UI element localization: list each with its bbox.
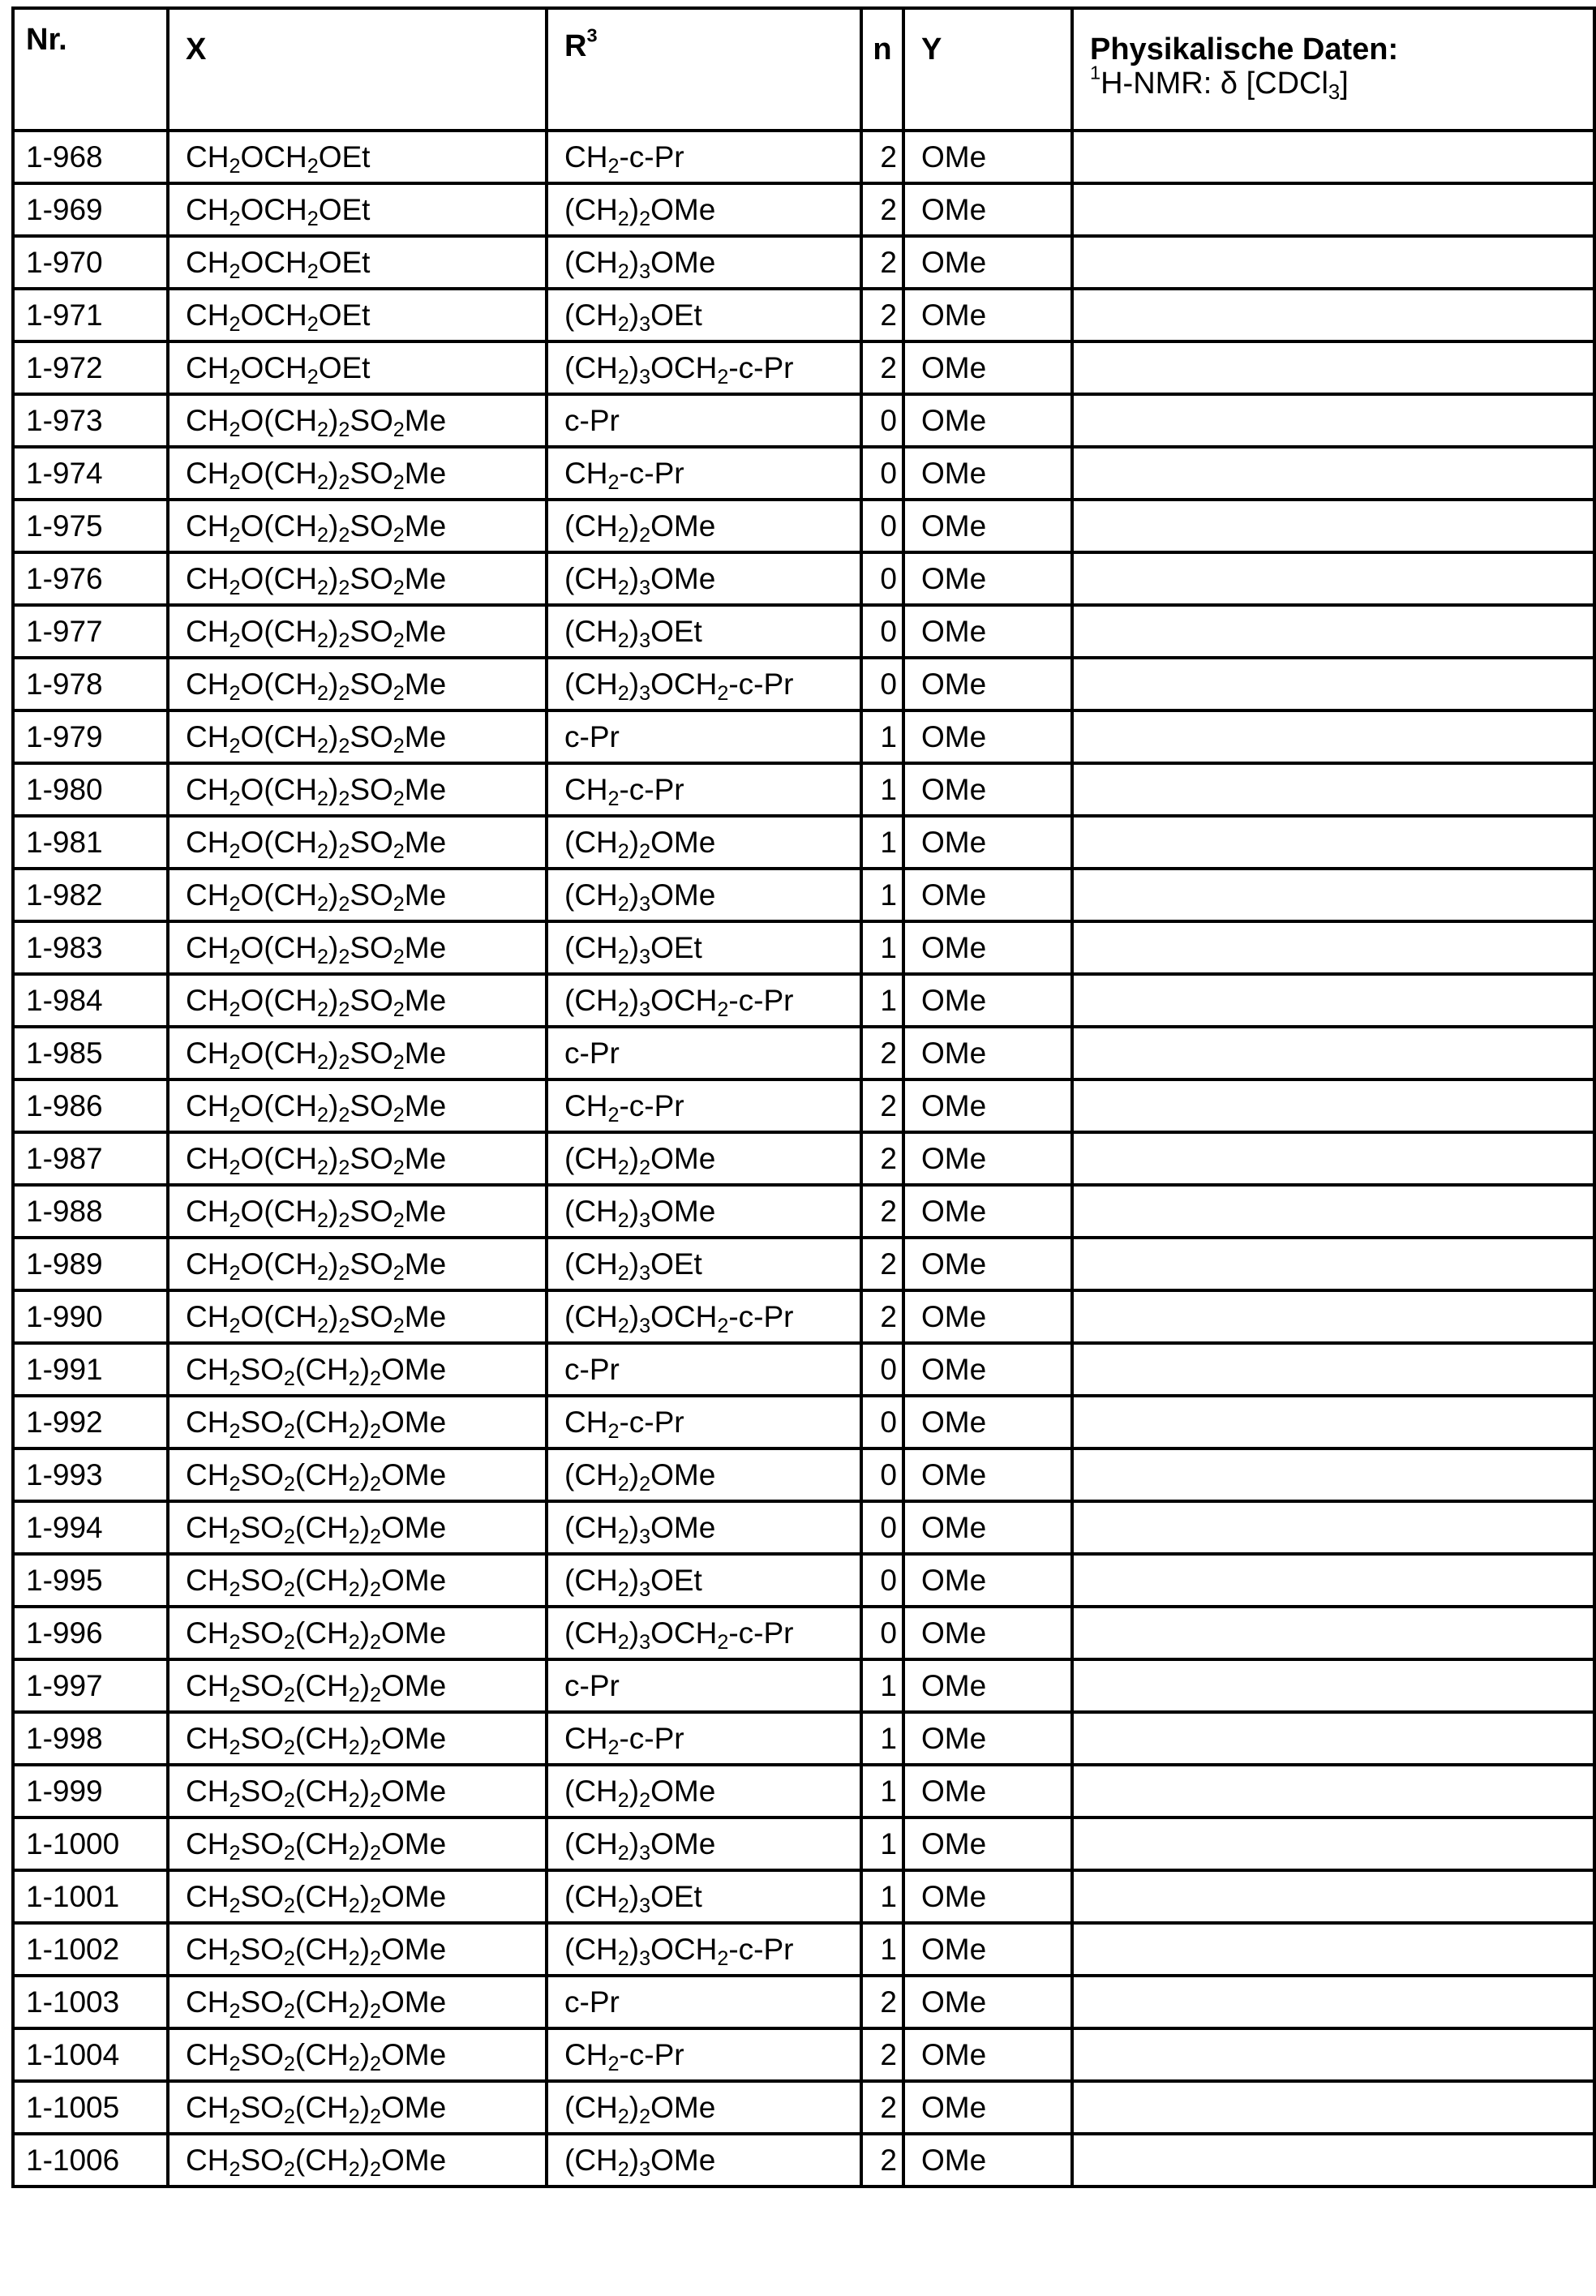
cell-nr: 1-998 <box>13 1712 168 1765</box>
cell-r3: $CH_2-c-Pr$ <box>547 1712 861 1765</box>
cell-x: $CH_2SO_2(CH_2)_2OMe$ <box>168 1554 547 1607</box>
cell-physical-data <box>1072 1870 1594 1923</box>
cell-r3: $(CH_2)_3OMe$ <box>547 2134 861 2187</box>
cell-n: 1 <box>861 1659 903 1712</box>
cell-nr: 1-1005 <box>13 2081 168 2134</box>
cell-n: 1 <box>861 1712 903 1765</box>
cell-physical-data <box>1072 2134 1594 2187</box>
cell-physical-data <box>1072 2028 1594 2081</box>
table-row <box>13 1027 1594 1079</box>
cell-physical-data <box>1072 236 1594 289</box>
cell-n: 0 <box>861 1554 903 1607</box>
table-row <box>13 1448 1594 1501</box>
cell-nr: 1-991 <box>13 1343 168 1396</box>
cell-n: 0 <box>861 1607 903 1659</box>
cell-physical-data <box>1072 763 1594 816</box>
cell-x: $CH_2SO_2(CH_2)_2OMe$ <box>168 2028 547 2081</box>
cell-n: 1 <box>861 921 903 974</box>
cell-y: OMe <box>903 1923 1072 1976</box>
cell-y: OMe <box>903 1554 1072 1607</box>
cell-nr: 1-974 <box>13 447 168 500</box>
table-row <box>13 1607 1594 1659</box>
cell-n: 1 <box>861 974 903 1027</box>
cell-y: OMe <box>903 183 1072 236</box>
cell-r3: $(CH_2)_3OCH_2-c-Pr$ <box>547 341 861 394</box>
table-row <box>13 1923 1594 1976</box>
cell-x: $CH_2OCH_2OEt$ <box>168 236 547 289</box>
cell-x: $CH_2SO_2(CH_2)_2OMe$ <box>168 2134 547 2187</box>
cell-r3: c-Pr <box>547 710 861 763</box>
cell-n: 0 <box>861 552 903 605</box>
cell-r3: $(CH_2)_3OEt$ <box>547 605 861 658</box>
table-body <box>13 131 1594 2187</box>
cell-physical-data <box>1072 1027 1594 1079</box>
cell-physical-data <box>1072 1923 1594 1976</box>
cell-nr: 1-979 <box>13 710 168 763</box>
cell-n: 1 <box>861 1870 903 1923</box>
cell-nr: 1-970 <box>13 236 168 289</box>
header-physical-data-title: Physikalische Daten: <box>1090 32 1399 67</box>
cell-n: 2 <box>861 2081 903 2134</box>
cell-nr: 1-988 <box>13 1185 168 1238</box>
cell-n: 1 <box>861 1817 903 1870</box>
table-row <box>13 447 1594 500</box>
cell-y: OMe <box>903 605 1072 658</box>
cell-r3: $(CH_2)_2OMe$ <box>547 1448 861 1501</box>
cell-y: OMe <box>903 974 1072 1027</box>
cell-x: $CH_2O(CH_2)_2SO_2Me$ <box>168 394 547 447</box>
cell-n: 2 <box>861 236 903 289</box>
cell-y: OMe <box>903 1976 1072 2028</box>
cell-physical-data <box>1072 816 1594 869</box>
cell-physical-data <box>1072 1976 1594 2028</box>
cell-r3: $(CH_2)_3OEt$ <box>547 1554 861 1607</box>
cell-y: OMe <box>903 1870 1072 1923</box>
cell-r3: c-Pr <box>547 1976 861 2028</box>
table-row <box>13 1870 1594 1923</box>
cell-x: $CH_2O(CH_2)_2SO_2Me$ <box>168 1027 547 1079</box>
table-row <box>13 1396 1594 1448</box>
cell-y: OMe <box>903 1712 1072 1765</box>
cell-n: 2 <box>861 1185 903 1238</box>
cell-r3: $(CH_2)_3OMe$ <box>547 1185 861 1238</box>
cell-nr: 1-1004 <box>13 2028 168 2081</box>
cell-n: 2 <box>861 1132 903 1185</box>
header-nmr-solvent: $^1$H-NMR: δ [CDCl$_3$] <box>1090 62 1349 105</box>
table-row <box>13 2081 1594 2134</box>
table-row <box>13 1976 1594 2028</box>
cell-y: OMe <box>903 552 1072 605</box>
cell-x: $CH_2O(CH_2)_2SO_2Me$ <box>168 763 547 816</box>
cell-n: 2 <box>861 1976 903 2028</box>
cell-x: $CH_2O(CH_2)_2SO_2Me$ <box>168 869 547 921</box>
table-row <box>13 1185 1594 1238</box>
cell-r3: $(CH_2)_3OCH_2-c-Pr$ <box>547 974 861 1027</box>
cell-n: 2 <box>861 1027 903 1079</box>
cell-r3: $(CH_2)_3OEt$ <box>547 1238 861 1290</box>
cell-r3: $(CH_2)_3OMe$ <box>547 1501 861 1554</box>
cell-nr: 1-976 <box>13 552 168 605</box>
cell-nr: 1-990 <box>13 1290 168 1343</box>
cell-r3: $(CH_2)_3OEt$ <box>547 289 861 341</box>
table-row <box>13 869 1594 921</box>
cell-nr: 1-987 <box>13 1132 168 1185</box>
table-row <box>13 605 1594 658</box>
header-row <box>13 8 1594 131</box>
cell-n: 2 <box>861 341 903 394</box>
cell-physical-data <box>1072 1765 1594 1817</box>
cell-r3: $(CH_2)_3OCH_2-c-Pr$ <box>547 1290 861 1343</box>
cell-x: $CH_2OCH_2OEt$ <box>168 131 547 183</box>
cell-n: 2 <box>861 2028 903 2081</box>
cell-y: OMe <box>903 1396 1072 1448</box>
cell-physical-data <box>1072 1448 1594 1501</box>
cell-physical-data <box>1072 1817 1594 1870</box>
cell-y: OMe <box>903 1817 1072 1870</box>
cell-nr: 1-997 <box>13 1659 168 1712</box>
cell-r3: $(CH_2)_3OEt$ <box>547 1870 861 1923</box>
cell-y: OMe <box>903 2081 1072 2134</box>
cell-nr: 1-999 <box>13 1765 168 1817</box>
cell-y: OMe <box>903 2134 1072 2187</box>
cell-y: OMe <box>903 763 1072 816</box>
cell-physical-data <box>1072 552 1594 605</box>
cell-r3: c-Pr <box>547 1343 861 1396</box>
cell-r3: c-Pr <box>547 1027 861 1079</box>
cell-n: 0 <box>861 500 903 552</box>
cell-y: OMe <box>903 1448 1072 1501</box>
cell-x: $CH_2O(CH_2)_2SO_2Me$ <box>168 658 547 710</box>
cell-y: OMe <box>903 236 1072 289</box>
cell-n: 0 <box>861 1343 903 1396</box>
cell-physical-data <box>1072 974 1594 1027</box>
cell-r3: $CH_2-c-Pr$ <box>547 1396 861 1448</box>
table-row <box>13 1659 1594 1712</box>
cell-y: OMe <box>903 1659 1072 1712</box>
cell-x: $CH_2O(CH_2)_2SO_2Me$ <box>168 552 547 605</box>
table-row <box>13 289 1594 341</box>
cell-x: $CH_2O(CH_2)_2SO_2Me$ <box>168 605 547 658</box>
cell-r3: $(CH_2)_2OMe$ <box>547 1765 861 1817</box>
cell-r3: $(CH_2)_3OMe$ <box>547 236 861 289</box>
header-n: n <box>861 8 903 131</box>
cell-nr: 1-968 <box>13 131 168 183</box>
cell-n: 2 <box>861 131 903 183</box>
cell-y: OMe <box>903 1079 1072 1132</box>
cell-r3: $CH_2-c-Pr$ <box>547 1079 861 1132</box>
header-r3-superscript: 3 <box>586 24 598 46</box>
table-row <box>13 394 1594 447</box>
cell-n: 2 <box>861 289 903 341</box>
cell-r3: $(CH_2)_3OCH_2-c-Pr$ <box>547 1607 861 1659</box>
cell-x: $CH_2SO_2(CH_2)_2OMe$ <box>168 1765 547 1817</box>
cell-y: OMe <box>903 1290 1072 1343</box>
cell-physical-data <box>1072 2081 1594 2134</box>
table-row <box>13 552 1594 605</box>
cell-y: OMe <box>903 658 1072 710</box>
header-r3 <box>547 8 861 131</box>
cell-physical-data <box>1072 658 1594 710</box>
cell-r3: $(CH_2)_2OMe$ <box>547 500 861 552</box>
cell-n: 0 <box>861 605 903 658</box>
cell-x: $CH_2O(CH_2)_2SO_2Me$ <box>168 1185 547 1238</box>
cell-physical-data <box>1072 131 1594 183</box>
cell-n: 0 <box>861 1396 903 1448</box>
cell-n: 2 <box>861 1290 903 1343</box>
cell-n: 1 <box>861 869 903 921</box>
cell-x: $CH_2O(CH_2)_2SO_2Me$ <box>168 1132 547 1185</box>
cell-physical-data <box>1072 394 1594 447</box>
cell-x: $CH_2O(CH_2)_2SO_2Me$ <box>168 816 547 869</box>
cell-r3: $(CH_2)_3OMe$ <box>547 869 861 921</box>
table-row <box>13 1765 1594 1817</box>
cell-nr: 1-996 <box>13 1607 168 1659</box>
cell-x: $CH_2O(CH_2)_2SO_2Me$ <box>168 974 547 1027</box>
cell-physical-data <box>1072 921 1594 974</box>
cell-x: $CH_2SO_2(CH_2)_2OMe$ <box>168 1343 547 1396</box>
cell-nr: 1-984 <box>13 974 168 1027</box>
cell-r3: $CH_2-c-Pr$ <box>547 2028 861 2081</box>
cell-x: $CH_2SO_2(CH_2)_2OMe$ <box>168 1870 547 1923</box>
table-row <box>13 1343 1594 1396</box>
cell-physical-data <box>1072 447 1594 500</box>
cell-y: OMe <box>903 1343 1072 1396</box>
cell-y: OMe <box>903 1765 1072 1817</box>
cell-y: OMe <box>903 1027 1072 1079</box>
cell-x: $CH_2O(CH_2)_2SO_2Me$ <box>168 1079 547 1132</box>
cell-x: $CH_2O(CH_2)_2SO_2Me$ <box>168 1238 547 1290</box>
cell-physical-data <box>1072 289 1594 341</box>
cell-physical-data <box>1072 1501 1594 1554</box>
cell-nr: 1-972 <box>13 341 168 394</box>
cell-nr: 1-989 <box>13 1238 168 1290</box>
table-row <box>13 974 1594 1027</box>
cell-nr: 1-983 <box>13 921 168 974</box>
cell-x: $CH_2SO_2(CH_2)_2OMe$ <box>168 1817 547 1870</box>
cell-y: OMe <box>903 921 1072 974</box>
cell-y: OMe <box>903 1185 1072 1238</box>
cell-y: OMe <box>903 2028 1072 2081</box>
cell-physical-data <box>1072 1607 1594 1659</box>
cell-nr: 1-995 <box>13 1554 168 1607</box>
cell-r3: $(CH_2)_3OCH_2-c-Pr$ <box>547 1923 861 1976</box>
cell-x: $CH_2SO_2(CH_2)_2OMe$ <box>168 1712 547 1765</box>
cell-physical-data <box>1072 1554 1594 1607</box>
cell-nr: 1-1003 <box>13 1976 168 2028</box>
cell-y: OMe <box>903 816 1072 869</box>
cell-x: $CH_2SO_2(CH_2)_2OMe$ <box>168 1448 547 1501</box>
cell-x: $CH_2O(CH_2)_2SO_2Me$ <box>168 921 547 974</box>
cell-physical-data <box>1072 869 1594 921</box>
cell-n: 0 <box>861 447 903 500</box>
cell-physical-data <box>1072 1238 1594 1290</box>
cell-x: $CH_2SO_2(CH_2)_2OMe$ <box>168 1923 547 1976</box>
cell-x: $CH_2O(CH_2)_2SO_2Me$ <box>168 500 547 552</box>
table-row <box>13 341 1594 394</box>
cell-r3: c-Pr <box>547 1659 861 1712</box>
cell-x: $CH_2SO_2(CH_2)_2OMe$ <box>168 1659 547 1712</box>
cell-x: $CH_2O(CH_2)_2SO_2Me$ <box>168 710 547 763</box>
cell-n: 2 <box>861 2134 903 2187</box>
cell-physical-data <box>1072 710 1594 763</box>
cell-physical-data <box>1072 183 1594 236</box>
cell-y: OMe <box>903 394 1072 447</box>
cell-x: $CH_2SO_2(CH_2)_2OMe$ <box>168 1396 547 1448</box>
cell-r3: c-Pr <box>547 394 861 447</box>
cell-physical-data <box>1072 341 1594 394</box>
cell-nr: 1-986 <box>13 1079 168 1132</box>
header-r3-base: R <box>564 29 587 63</box>
cell-x: $CH_2O(CH_2)_2SO_2Me$ <box>168 1290 547 1343</box>
table-row <box>13 1079 1594 1132</box>
cell-n: 1 <box>861 1765 903 1817</box>
cell-r3: $(CH_2)_2OMe$ <box>547 183 861 236</box>
cell-physical-data <box>1072 1659 1594 1712</box>
cell-n: 1 <box>861 1923 903 1976</box>
cell-r3: $(CH_2)_2OMe$ <box>547 2081 861 2134</box>
cell-r3: $(CH_2)_2OMe$ <box>547 816 861 869</box>
header-physical-data <box>1072 8 1594 131</box>
table-row <box>13 1712 1594 1765</box>
cell-physical-data <box>1072 1132 1594 1185</box>
cell-nr: 1-973 <box>13 394 168 447</box>
cell-y: OMe <box>903 710 1072 763</box>
cell-n: 0 <box>861 394 903 447</box>
cell-r3: $(CH_2)_3OCH_2-c-Pr$ <box>547 658 861 710</box>
cell-nr: 1-971 <box>13 289 168 341</box>
cell-n: 0 <box>861 1448 903 1501</box>
table-row <box>13 2028 1594 2081</box>
header-x: X <box>168 8 547 131</box>
cell-physical-data <box>1072 605 1594 658</box>
table-row <box>13 1238 1594 1290</box>
table-row <box>13 2134 1594 2187</box>
cell-nr: 1-977 <box>13 605 168 658</box>
cell-y: OMe <box>903 1132 1072 1185</box>
cell-y: OMe <box>903 131 1072 183</box>
table-row <box>13 183 1594 236</box>
cell-nr: 1-1001 <box>13 1870 168 1923</box>
cell-physical-data <box>1072 1185 1594 1238</box>
cell-r3: $CH_2-c-Pr$ <box>547 131 861 183</box>
table-row <box>13 131 1594 183</box>
table-row <box>13 763 1594 816</box>
cell-nr: 1-980 <box>13 763 168 816</box>
cell-y: OMe <box>903 500 1072 552</box>
cell-nr: 1-1000 <box>13 1817 168 1870</box>
table-row <box>13 921 1594 974</box>
cell-x: $CH_2SO_2(CH_2)_2OMe$ <box>168 1607 547 1659</box>
cell-x: $CH_2OCH_2OEt$ <box>168 341 547 394</box>
cell-n: 1 <box>861 816 903 869</box>
cell-x: $CH_2OCH_2OEt$ <box>168 183 547 236</box>
cell-n: 0 <box>861 658 903 710</box>
cell-physical-data <box>1072 500 1594 552</box>
header-y: Y <box>903 8 1072 131</box>
cell-y: OMe <box>903 289 1072 341</box>
table-row <box>13 236 1594 289</box>
cell-nr: 1-1002 <box>13 1923 168 1976</box>
cell-x: $CH_2SO_2(CH_2)_2OMe$ <box>168 1501 547 1554</box>
cell-r3: $CH_2-c-Pr$ <box>547 447 861 500</box>
cell-physical-data <box>1072 1290 1594 1343</box>
compound-table <box>11 6 1596 2188</box>
cell-nr: 1-985 <box>13 1027 168 1079</box>
cell-nr: 1-993 <box>13 1448 168 1501</box>
cell-nr: 1-969 <box>13 183 168 236</box>
cell-nr: 1-994 <box>13 1501 168 1554</box>
table-row <box>13 1817 1594 1870</box>
cell-nr: 1-992 <box>13 1396 168 1448</box>
cell-x: $CH_2OCH_2OEt$ <box>168 289 547 341</box>
table-row <box>13 658 1594 710</box>
cell-y: OMe <box>903 869 1072 921</box>
cell-r3: $(CH_2)_3OMe$ <box>547 552 861 605</box>
cell-y: OMe <box>903 1238 1072 1290</box>
table-row <box>13 1501 1594 1554</box>
cell-n: 1 <box>861 763 903 816</box>
cell-physical-data <box>1072 1712 1594 1765</box>
cell-n: 1 <box>861 710 903 763</box>
table-row <box>13 710 1594 763</box>
cell-x: $CH_2SO_2(CH_2)_2OMe$ <box>168 1976 547 2028</box>
cell-n: 2 <box>861 183 903 236</box>
cell-physical-data <box>1072 1396 1594 1448</box>
cell-n: 0 <box>861 1501 903 1554</box>
cell-nr: 1-975 <box>13 500 168 552</box>
table-row <box>13 500 1594 552</box>
cell-r3: $(CH_2)_3OMe$ <box>547 1817 861 1870</box>
cell-nr: 1-982 <box>13 869 168 921</box>
cell-x: $CH_2SO_2(CH_2)_2OMe$ <box>168 2081 547 2134</box>
cell-y: OMe <box>903 341 1072 394</box>
cell-y: OMe <box>903 1607 1072 1659</box>
table-row <box>13 1290 1594 1343</box>
cell-physical-data <box>1072 1079 1594 1132</box>
cell-nr: 1-978 <box>13 658 168 710</box>
cell-x: $CH_2O(CH_2)_2SO_2Me$ <box>168 447 547 500</box>
cell-n: 2 <box>861 1238 903 1290</box>
header-nr: Nr. <box>13 8 168 131</box>
table-row <box>13 1554 1594 1607</box>
cell-y: OMe <box>903 1501 1072 1554</box>
cell-r3: $(CH_2)_2OMe$ <box>547 1132 861 1185</box>
cell-n: 2 <box>861 1079 903 1132</box>
cell-nr: 1-981 <box>13 816 168 869</box>
cell-physical-data <box>1072 1343 1594 1396</box>
table-row <box>13 1132 1594 1185</box>
cell-r3: $CH_2-c-Pr$ <box>547 763 861 816</box>
table-row <box>13 816 1594 869</box>
cell-r3: $(CH_2)_3OEt$ <box>547 921 861 974</box>
table-header <box>13 8 1594 131</box>
cell-nr: 1-1006 <box>13 2134 168 2187</box>
cell-y: OMe <box>903 447 1072 500</box>
